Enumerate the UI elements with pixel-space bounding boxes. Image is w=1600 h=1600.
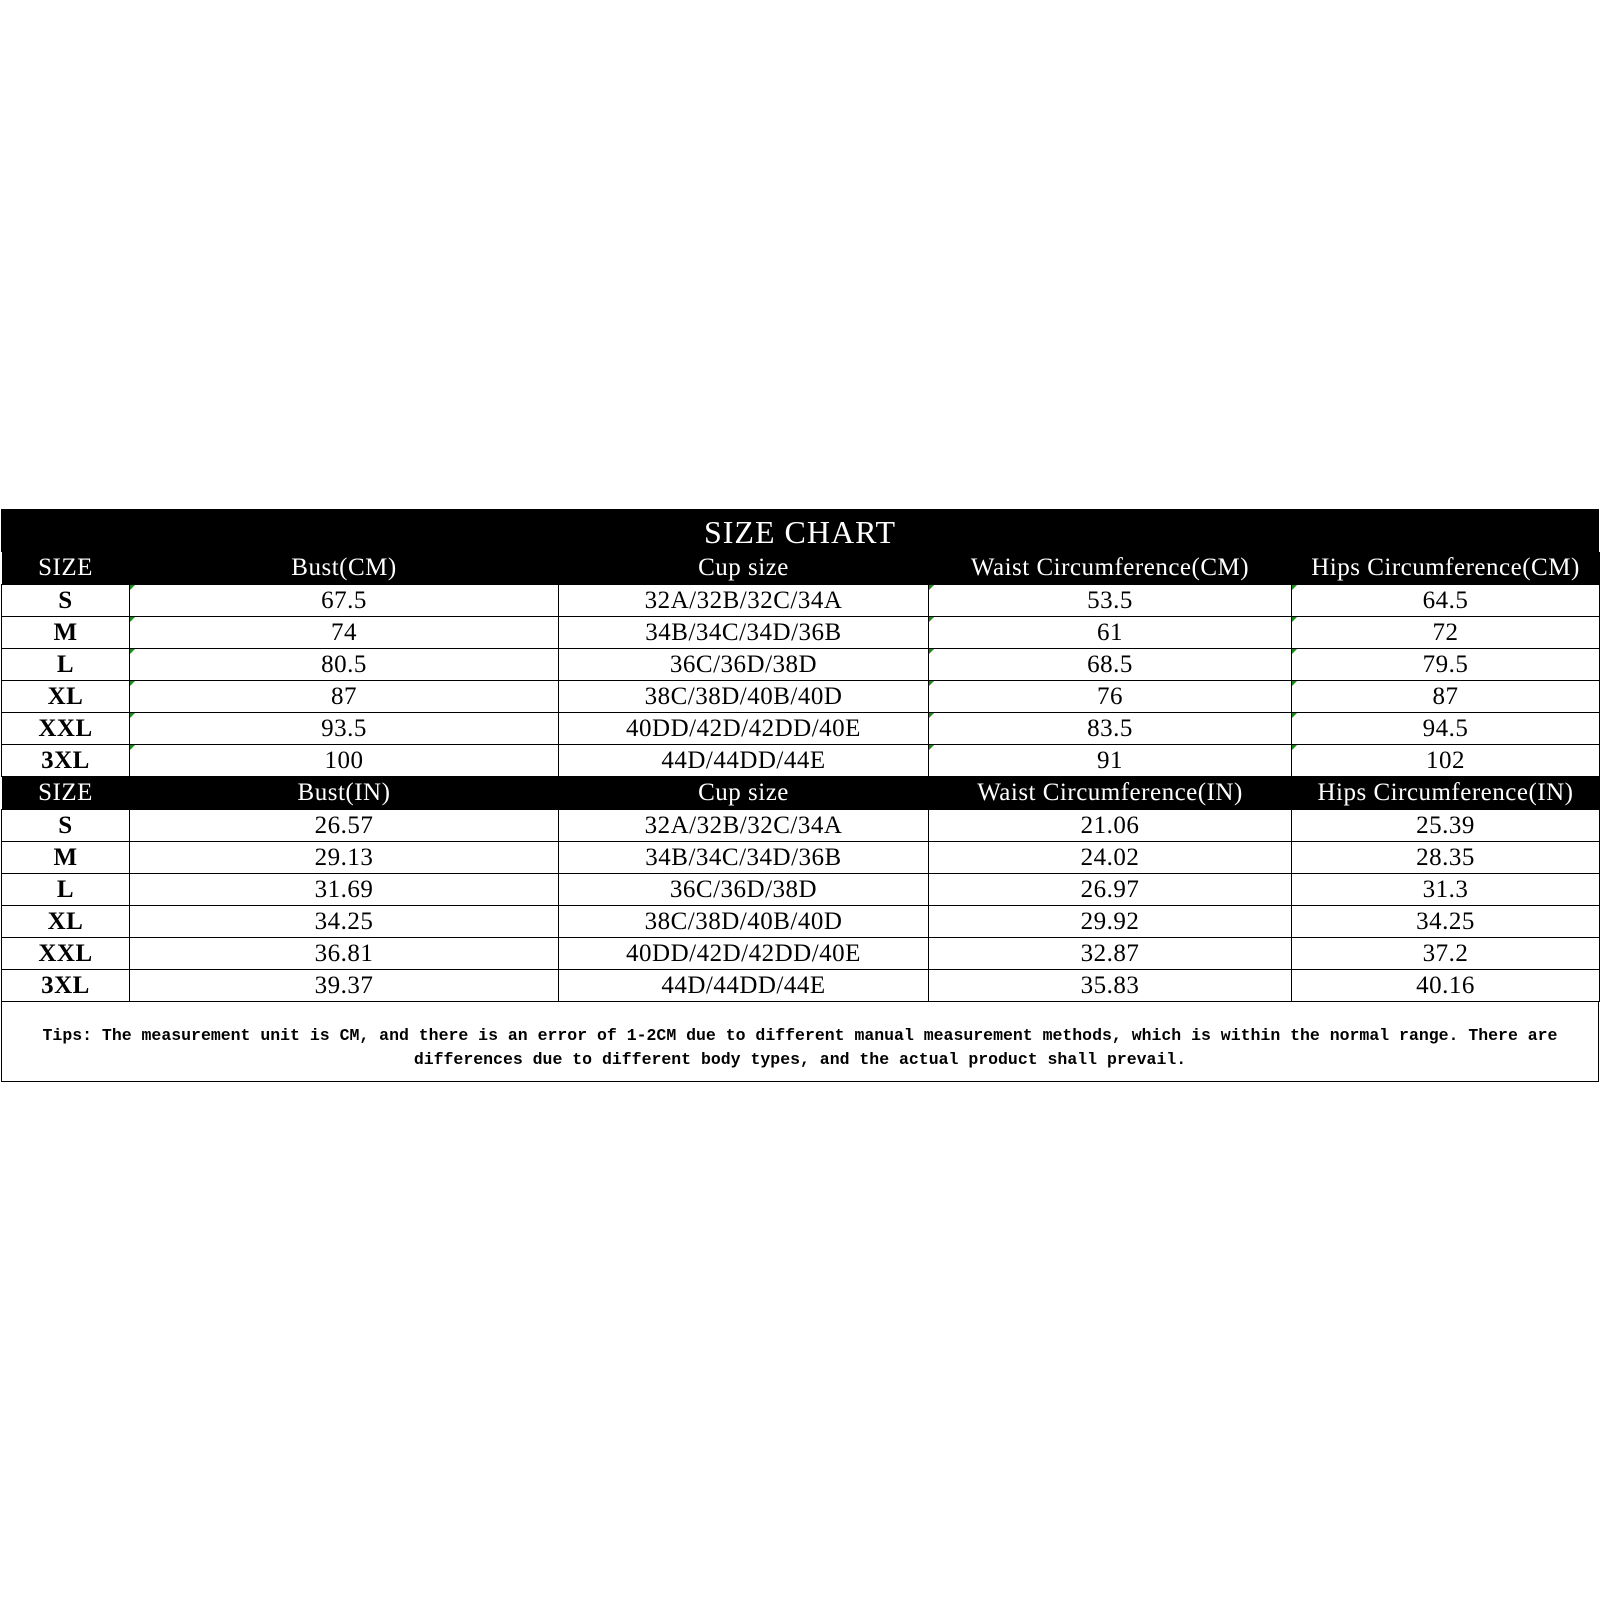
column-header: Cup size <box>559 777 929 810</box>
value-cell: 34.25 <box>1292 906 1600 938</box>
tips-note: Tips: The measurement unit is CM, and there is an error of 1-2CM due to different manual measurement methods, which is within the normal range. There are differences due to different body types, and the actual product shall prevail. <box>1 1002 1599 1082</box>
value-cell: 36.81 <box>130 938 559 970</box>
table-row <box>2 874 1600 906</box>
value-cell: 61 <box>929 617 1292 649</box>
cell-marker <box>1292 649 1297 654</box>
value-cell: 40DD/42D/42DD/40E <box>559 938 929 970</box>
table-row <box>2 938 1600 970</box>
size-cell: S <box>2 810 130 842</box>
cell-marker <box>929 649 934 654</box>
value-cell: 79.5 <box>1292 649 1600 681</box>
value-cell: 34.25 <box>130 906 559 938</box>
cell-marker <box>1292 745 1297 750</box>
value-cell: 36C/36D/38D <box>559 649 929 681</box>
size-cell: XXL <box>2 938 130 970</box>
size-cell: XL <box>2 906 130 938</box>
value-cell: 25.39 <box>1292 810 1600 842</box>
value-cell: 32A/32B/32C/34A <box>559 810 929 842</box>
cell-marker <box>130 713 135 718</box>
column-header: SIZE <box>2 552 130 585</box>
value-cell: 44D/44DD/44E <box>559 970 929 1002</box>
column-header: Bust(IN) <box>130 777 559 810</box>
value-cell: 35.83 <box>929 970 1292 1002</box>
table-row <box>2 713 1600 745</box>
table-row <box>2 906 1600 938</box>
value-cell: 26.97 <box>929 874 1292 906</box>
value-cell: 34B/34C/34D/36B <box>559 617 929 649</box>
cell-marker <box>130 585 135 590</box>
cell-marker <box>929 713 934 718</box>
value-cell: 32A/32B/32C/34A <box>559 585 929 617</box>
value-cell: 64.5 <box>1292 585 1600 617</box>
size-chart <box>1 509 1599 1082</box>
header-row <box>2 552 1600 585</box>
size-cell: XXL <box>2 713 130 745</box>
value-cell: 29.92 <box>929 906 1292 938</box>
value-cell: 72 <box>1292 617 1600 649</box>
size-cell: 3XL <box>2 745 130 777</box>
value-cell: 67.5 <box>130 585 559 617</box>
size-table <box>1 552 1600 1002</box>
size-cell: M <box>2 617 130 649</box>
cell-marker <box>929 745 934 750</box>
cell-marker <box>1292 713 1297 718</box>
cell-marker <box>130 617 135 622</box>
size-cell: M <box>2 842 130 874</box>
value-cell: 44D/44DD/44E <box>559 745 929 777</box>
value-cell: 76 <box>929 681 1292 713</box>
column-header: Cup size <box>559 552 929 585</box>
table-row <box>2 810 1600 842</box>
cell-marker <box>130 649 135 654</box>
column-header: Waist Circumference(IN) <box>929 777 1292 810</box>
value-cell: 100 <box>130 745 559 777</box>
value-cell: 39.37 <box>130 970 559 1002</box>
cell-marker <box>130 681 135 686</box>
cell-marker <box>929 681 934 686</box>
size-cell: 3XL <box>2 970 130 1002</box>
size-cell: L <box>2 874 130 906</box>
value-cell: 40DD/42D/42DD/40E <box>559 713 929 745</box>
value-cell: 87 <box>1292 681 1600 713</box>
cell-marker <box>1292 585 1297 590</box>
size-cell: L <box>2 649 130 681</box>
value-cell: 31.69 <box>130 874 559 906</box>
table-row <box>2 585 1600 617</box>
value-cell: 83.5 <box>929 713 1292 745</box>
value-cell: 28.35 <box>1292 842 1600 874</box>
value-cell: 102 <box>1292 745 1600 777</box>
value-cell: 80.5 <box>130 649 559 681</box>
value-cell: 26.57 <box>130 810 559 842</box>
table-row <box>2 745 1600 777</box>
table-row <box>2 617 1600 649</box>
value-cell: 94.5 <box>1292 713 1600 745</box>
value-cell: 53.5 <box>929 585 1292 617</box>
size-cell: XL <box>2 681 130 713</box>
cell-marker <box>1292 681 1297 686</box>
value-cell: 21.06 <box>929 810 1292 842</box>
column-header: Hips Circumference(IN) <box>1292 777 1600 810</box>
value-cell: 40.16 <box>1292 970 1600 1002</box>
table-row <box>2 842 1600 874</box>
value-cell: 31.3 <box>1292 874 1600 906</box>
cell-marker <box>929 617 934 622</box>
value-cell: 38C/38D/40B/40D <box>559 681 929 713</box>
cell-marker <box>929 585 934 590</box>
column-header: SIZE <box>2 777 130 810</box>
table-row <box>2 681 1600 713</box>
value-cell: 38C/38D/40B/40D <box>559 906 929 938</box>
value-cell: 68.5 <box>929 649 1292 681</box>
column-header: Hips Circumference(CM) <box>1292 552 1600 585</box>
value-cell: 36C/36D/38D <box>559 874 929 906</box>
header-row <box>2 777 1600 810</box>
value-cell: 24.02 <box>929 842 1292 874</box>
value-cell: 34B/34C/34D/36B <box>559 842 929 874</box>
value-cell: 74 <box>130 617 559 649</box>
value-cell: 32.87 <box>929 938 1292 970</box>
size-cell: S <box>2 585 130 617</box>
value-cell: 91 <box>929 745 1292 777</box>
chart-title: SIZE CHART <box>1 509 1599 552</box>
table-row <box>2 970 1600 1002</box>
value-cell: 37.2 <box>1292 938 1600 970</box>
value-cell: 29.13 <box>130 842 559 874</box>
table-row <box>2 649 1600 681</box>
value-cell: 93.5 <box>130 713 559 745</box>
cell-marker <box>130 745 135 750</box>
value-cell: 87 <box>130 681 559 713</box>
column-header: Bust(CM) <box>130 552 559 585</box>
column-header: Waist Circumference(CM) <box>929 552 1292 585</box>
cell-marker <box>1292 617 1297 622</box>
